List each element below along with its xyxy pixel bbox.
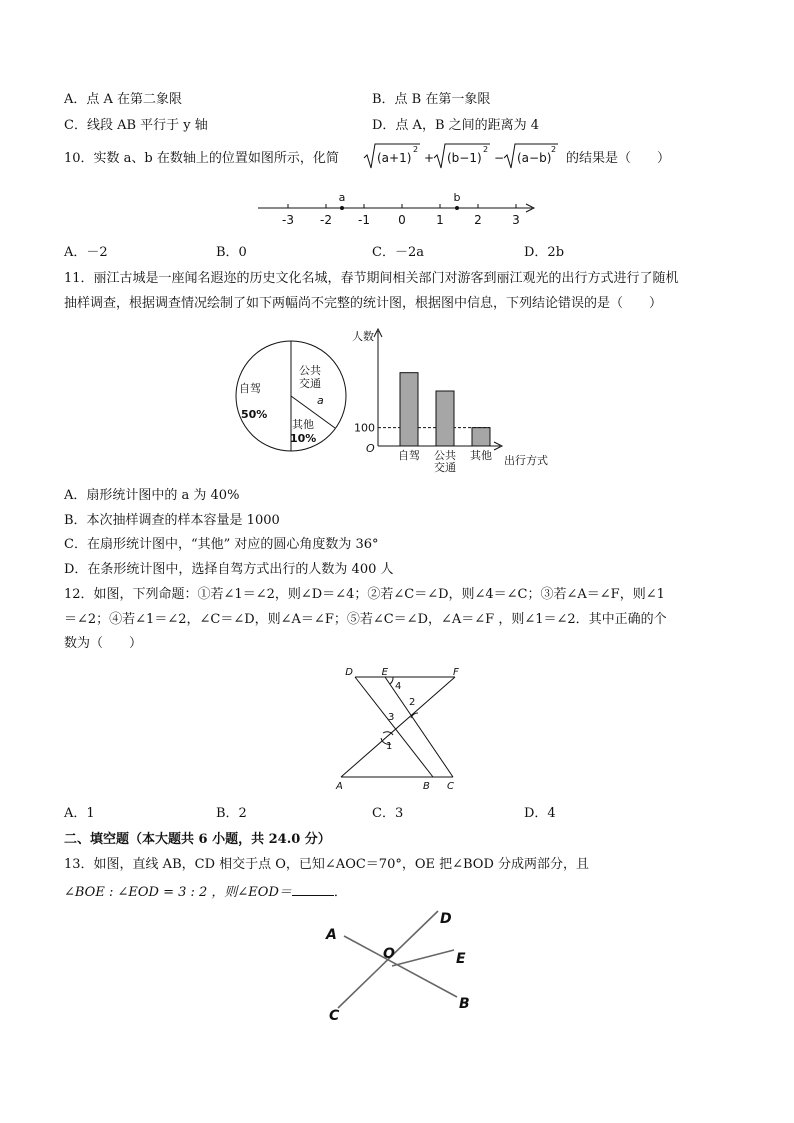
tick-0: 0 — [398, 213, 406, 227]
formula-minus: − — [494, 151, 505, 165]
q9-option-c: C．线段 AB 平行于 y 轴 — [64, 118, 208, 133]
fig13-label-c: C — [329, 1008, 340, 1024]
q12-stem-line1: 12．如图，下列命题：①若∠1＝∠2，则∠D＝∠4；②若∠C＝∠D，则∠4＝∠C；③若∠A＝∠F，则∠1 — [64, 587, 665, 602]
fig12-angle-1: 1 — [386, 741, 393, 752]
formula-term-3: (a−b) — [517, 151, 552, 165]
q12-option-c: C．3 — [372, 806, 404, 821]
pie-self-pct: 50% — [241, 408, 268, 421]
fig12-angle-3: 3 — [388, 712, 395, 723]
tick-1: 1 — [436, 213, 444, 227]
x-tick-label-0-0: 自驾 — [398, 449, 420, 462]
formula-plus: + — [424, 151, 435, 165]
formula-term-2: (b−1) — [447, 151, 482, 165]
q11-option-b: B．本次抽样调查的样本容量是 1000 — [64, 513, 280, 528]
fig12-angle-4: 4 — [395, 681, 402, 692]
x-axis-label: 出行方式 — [504, 454, 548, 467]
q9-option-b: B．点 B 在第一象限 — [372, 92, 491, 107]
q13-figure — [322, 905, 472, 1025]
q10-stem-end: 的结果是（ ） — [566, 151, 671, 166]
pie-other-pct: 10% — [290, 432, 317, 445]
q13-stem-line2 — [64, 883, 347, 901]
q11-option-c: C．在扇形统计图中，“其他” 对应的圆心角度数为 36° — [64, 537, 379, 552]
q12-figure — [333, 665, 473, 795]
fig12-label-e: E — [381, 667, 388, 678]
point-b-label: b — [453, 191, 461, 204]
bar-1 — [436, 391, 454, 446]
q13-answer-blank — [292, 883, 334, 896]
fig12-label-b: B — [423, 781, 430, 792]
q13-stem-line1: 13．如图，直线 AB，CD 相交于点 O，已知∠AOC＝70°，OE 把∠BOD 分成两部分，且 — [64, 857, 590, 872]
number-line — [250, 190, 550, 230]
q12-option-a: A．1 — [64, 806, 95, 821]
pie-public-val: a — [317, 394, 324, 407]
fig12-label-d: D — [345, 667, 353, 678]
fig13-label-o: O — [383, 946, 395, 962]
q10-option-c: C．－2a — [372, 245, 424, 260]
q12-option-b: B．2 — [216, 806, 247, 821]
fig12-label-f: F — [453, 667, 459, 678]
pie-self-label: 自驾 — [239, 382, 261, 395]
q12-stem-line3: 数为（ ） — [64, 636, 143, 651]
q11-option-d: D．在条形统计图中，选择自驾方式出行的人数为 400 人 — [64, 562, 394, 577]
q9-option-d: D．点 A，B 之间的距离为 4 — [372, 118, 540, 133]
q13-ratio-text: ∠BOE : ∠EOD = 3 : 2 ，则∠EOD＝ — [64, 885, 292, 900]
q10-option-b: B．0 — [216, 245, 247, 260]
q12-stem-line2: ＝∠2；④若∠1＝∠2，∠C＝∠D，则∠A＝∠F；⑤若∠C＝∠D，∠A＝∠F ，则∠1＝∠2．其中正确的个 — [64, 612, 667, 627]
fig12-label-c: C — [447, 781, 454, 792]
bar-2 — [472, 428, 490, 446]
fig13-label-e: E — [456, 951, 466, 967]
q9-option-a: A．点 A 在第二象限 — [64, 92, 183, 107]
formula-exp-2: 2 — [483, 145, 489, 154]
section-2-title: 二、填空题（本大题共 6 小题，共 24.0 分） — [64, 832, 331, 847]
q10-option-d: D．2b — [524, 245, 565, 260]
tick-3: 3 — [512, 213, 520, 227]
point-a-label: a — [338, 191, 346, 204]
q10-stem: 10．实数 a、b 在数轴上的位置如图所示，化简 — [64, 151, 339, 166]
pie-public-l1: 公共 — [299, 364, 321, 377]
reference-label: 100 — [354, 421, 375, 435]
pie-public-l2: 交通 — [299, 377, 321, 390]
tick-neg3: -3 — [282, 213, 294, 227]
x-tick-label-1-0: 公共 — [434, 449, 456, 462]
bar-chart — [350, 325, 560, 475]
q12-option-d: D．4 — [524, 806, 556, 821]
pie-chart — [233, 340, 353, 460]
q10-formula — [362, 142, 572, 170]
origin-label: O — [366, 442, 375, 455]
x-tick-label-1-1: 交通 — [434, 461, 456, 474]
fig13-label-a: A — [326, 927, 337, 943]
q10-option-a: A．－2 — [64, 245, 108, 260]
tick-2: 2 — [474, 213, 482, 227]
fig13-label-d: D — [440, 911, 452, 927]
fig13-label-b: B — [459, 996, 470, 1012]
q13-period: ． — [333, 885, 347, 900]
tick-neg1: -1 — [358, 213, 370, 227]
fig12-angle-2: 2 — [409, 697, 416, 708]
y-axis-label: 人数 — [352, 330, 374, 343]
q11-option-a: A．扇形统计图中的 a 为 40% — [64, 488, 240, 503]
q11-stem-line1: 11．丽江古城是一座闻名遐迩的历史文化名城，春节期间相关部门对游客到丽江观光的出行方式进行了随机 — [64, 271, 679, 286]
pie-other-label: 其他 — [292, 418, 314, 431]
formula-exp-1: 2 — [413, 145, 419, 154]
formula-exp-3: 2 — [551, 145, 557, 154]
formula-term-1: (a+1) — [377, 151, 412, 165]
x-tick-label-2-0: 其他 — [470, 449, 492, 462]
bar-0 — [400, 373, 418, 446]
q11-stem-line2: 抽样调查，根据调查情况绘制了如下两幅尚不完整的统计图，根据图中信息，下列结论错误的是（ ） — [64, 296, 663, 311]
fig12-label-a: A — [336, 781, 343, 792]
tick-neg2: -2 — [320, 213, 332, 227]
